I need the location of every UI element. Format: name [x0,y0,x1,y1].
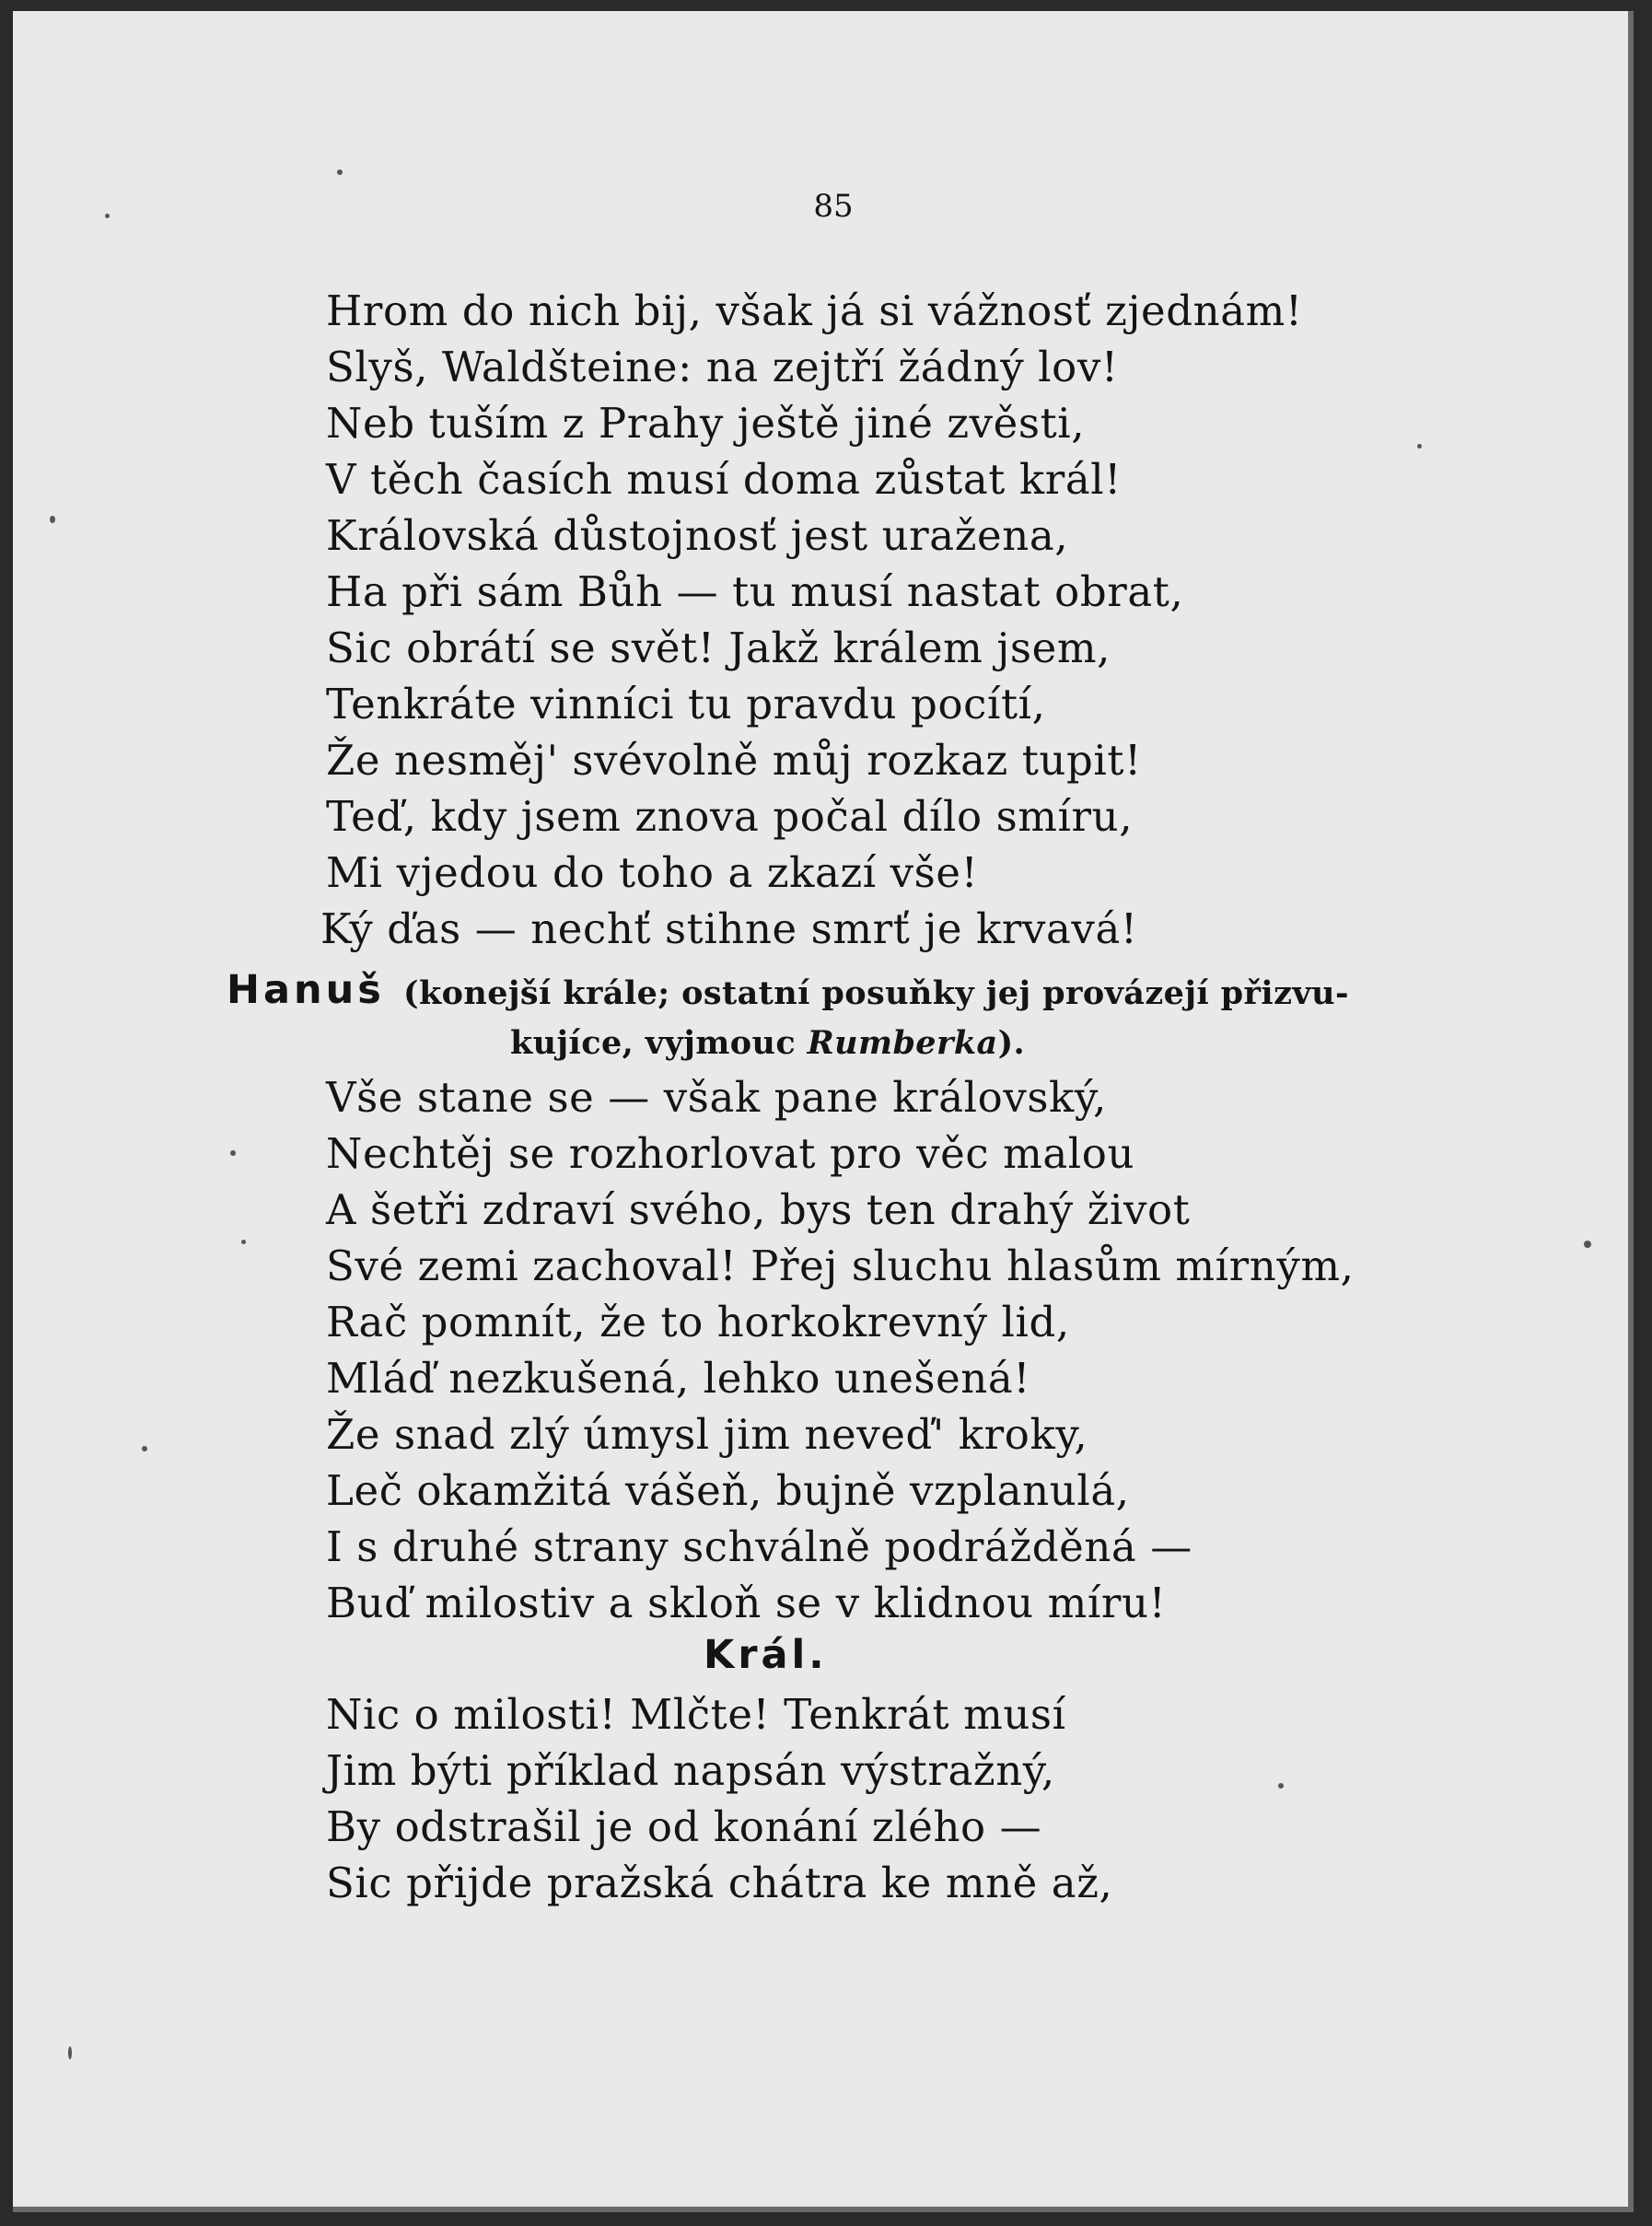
stage-direction-continued: kujíce, vyjmouc Rumberka). [510,1024,1026,1062]
verse-line: Sic obrátí se svět! Jakž králem jsem, [326,624,1111,672]
verse-line: Své zemi zachoval! Přej sluchu hlasům mírným, [326,1241,1355,1290]
verse-line: Sic přijde pražská chátra ke mně až, [326,1859,1113,1907]
verse-line: Rač pomnít, že to horkokrevný lid, [326,1298,1070,1346]
book-page [13,11,1634,2212]
verse-line: Že snad zlý úmysl jim neveď' kroky, [326,1410,1088,1459]
verse-line: Jim býti příklad napsán výstražný, [326,1746,1055,1795]
verse-line: Buď milostiv a skloň se v klidnou míru! [326,1579,1167,1627]
speaker-name: Hanuš [227,967,385,1013]
verse-line: Ha při sám Bůh — tu musí nastat obrat, [326,567,1184,616]
verse-line: Nic o milosti! Mlčte! Tenkrát musí [326,1690,1066,1739]
verse-line: By odstrašil je od konání zlého — [326,1802,1042,1851]
page-number: 85 [813,188,854,225]
verse-line: Neb tuším z Prahy ještě jiné zvěsti, [326,399,1086,448]
verse-line: A šetři zdraví svého, bys ten drahý život [326,1185,1191,1234]
verse-line: Slyš, Waldšteine: na zejtří žádný lov! [326,343,1119,391]
verse-line: Ký ďas — nechť stihne smrť je krvavá! [320,904,1138,953]
verse-line: Mláď nezkušená, lehko unešená! [326,1354,1031,1403]
scan-speck [105,214,110,218]
scan-speck [1584,1241,1591,1248]
verse-line: Mi vjedou do toho a zkazí vše! [326,848,979,897]
verse-line: Vše stane se — však pane královský, [326,1073,1107,1122]
verse-line: Hrom do nich bij, však já si vážnosť zjednám! [326,286,1303,335]
verse-line: Tenkráte vinníci tu pravdu pocítí, [326,680,1046,728]
verse-line: Leč okamžitá vášeň, bujně vzplanulá, [326,1466,1130,1515]
stage-direction: (konejší krále; ostatní posuňky jej provázejí přizvu- [403,974,1349,1012]
scan-speck [241,1240,246,1244]
verse-line: Že nesměj' svévolně můj rozkaz tupit! [326,736,1142,785]
scan-speck [1417,444,1422,449]
verse-line: I s druhé strany schválně podrážděná — [326,1522,1192,1571]
scan-speck [50,516,55,523]
scan-speck [1278,1783,1284,1789]
speaker-name: Král. [704,1632,828,1678]
verse-line: Královská důstojnosť jest uražena, [326,511,1069,560]
scan-speck [337,169,343,175]
scan-speck [68,2046,72,2059]
verse-line: V těch časích musí doma zůstat král! [326,455,1122,504]
verse-line: Nechtěj se rozhorlovat pro věc malou [326,1129,1135,1178]
character-name: Rumberka [807,1024,998,1062]
scan-speck [230,1150,236,1156]
scan-speck [142,1446,147,1451]
verse-line: Teď, kdy jsem znova počal dílo smíru, [326,792,1134,841]
